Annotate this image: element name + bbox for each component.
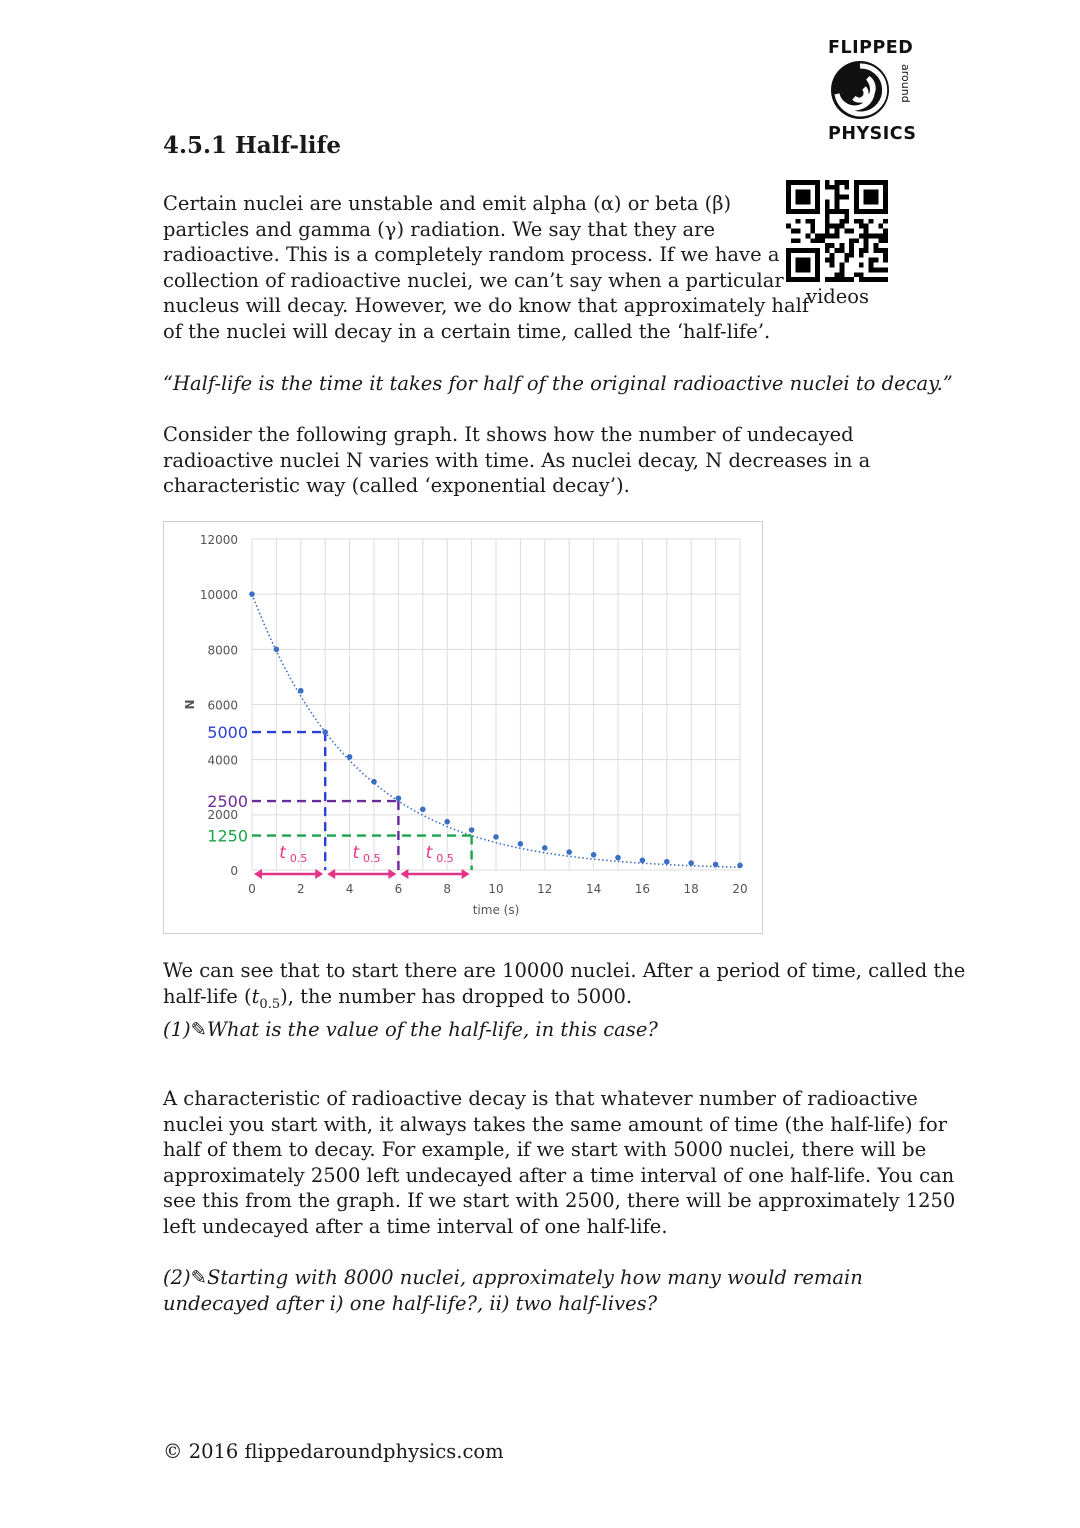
data-point — [420, 807, 426, 813]
half-life-label-subscript: 0.5 — [289, 852, 308, 865]
x-tick-label: 0 — [248, 882, 256, 896]
data-point — [615, 855, 621, 861]
y-tick-label: 10000 — [199, 588, 238, 603]
y-axis-label: N — [183, 699, 197, 710]
x-tick-label: 4 — [345, 882, 354, 896]
after-graph-line: We can see that to start there are 10000 nuclei. After a period of time, called the — [163, 959, 966, 982]
data-point — [542, 845, 548, 851]
question-2 — [163, 1265, 863, 1316]
data-point — [664, 859, 670, 865]
intro-line: nucleus will decay. However, we do know that approximately half — [163, 294, 810, 318]
logo-around-text: around — [899, 64, 912, 103]
question-2-line: undecayed after i) one half-life?, ii) two half-lives? — [163, 1291, 658, 1315]
half-life-definition: “Half-life is the time it takes for half of the original radioactive nuclei to decay.” — [163, 372, 953, 395]
x-tick-label: 10 — [488, 882, 504, 896]
half-life-sentence-end: ), the number has dropped to 5000. — [280, 984, 633, 1008]
x-tick-label: 16 — [634, 882, 651, 896]
question-2-number: (2) — [163, 1266, 191, 1289]
data-point — [469, 827, 475, 833]
x-tick-label: 18 — [683, 882, 699, 896]
characteristic-line: approximately 2500 left undecayed after a time interval of one half-life. You can — [163, 1163, 955, 1187]
intro-paragraph — [163, 191, 809, 345]
question-2-text: Starting with 8000 nuclei, approximately how many would remain — [206, 1266, 863, 1289]
intro-line: of the nuclei will decay in a certain time, called the ‘half-life’. — [163, 319, 771, 343]
data-point — [274, 647, 280, 653]
x-tick-label: 2 — [296, 882, 305, 896]
y-tick-label: 6000 — [207, 698, 238, 713]
half-life-label: t — [352, 843, 360, 863]
data-point — [640, 858, 646, 864]
x-tick-label: 12 — [537, 882, 553, 896]
half-life-label: t — [425, 843, 433, 863]
data-point — [688, 860, 694, 866]
graph-intro-paragraph — [163, 422, 870, 499]
characteristic-line: nuclei you start with, it always takes the same amount of time (the half-life) for — [163, 1112, 948, 1136]
y-tick-label: 4000 — [207, 753, 238, 768]
logo-physics-text: PHYSICS — [828, 124, 917, 144]
intro-line: particles and gamma (γ) radiation. We say that they are — [163, 217, 716, 241]
data-point — [322, 729, 328, 735]
data-point — [371, 779, 377, 785]
graph-intro-line: Consider the following graph. It shows how the number of undecayed — [163, 423, 854, 446]
x-tick-label: 14 — [585, 882, 602, 896]
half-life-label: t — [279, 843, 286, 863]
y-tick-label: 0 — [230, 864, 238, 878]
data-point — [347, 754, 353, 760]
level-label: 1250 — [207, 826, 248, 846]
intro-line: radioactive. This is a completely random process. If we have a — [163, 243, 780, 267]
after-graph-paragraph — [163, 958, 965, 1043]
pencil-icon: ✎ — [190, 1018, 207, 1042]
question-2-line — [163, 1265, 863, 1291]
x-axis-label: time (s) — [472, 903, 520, 917]
data-point — [566, 849, 572, 855]
graph-intro-line: characteristic way (called ‘exponential decay’). — [163, 474, 630, 498]
characteristic-line: A characteristic of radioactive decay is that whatever number of radioactive — [163, 1087, 918, 1110]
y-tick-label: 2000 — [207, 807, 238, 822]
decay-chart — [163, 521, 763, 934]
data-point — [713, 862, 719, 868]
characteristic-paragraph — [163, 1086, 955, 1240]
half-life-sentence — [163, 984, 965, 1017]
data-point — [591, 852, 597, 858]
decay-chart-svg — [164, 522, 762, 933]
half-life-sentence-start: half-life ( — [163, 984, 252, 1008]
half-life-label-subscript: 0.5 — [436, 852, 454, 865]
data-point — [493, 834, 499, 840]
y-tick-label: 8000 — [207, 643, 238, 658]
characteristic-line: left undecayed after a time interval of one half-life. — [163, 1214, 668, 1238]
t-symbol: t — [251, 984, 260, 1008]
pencil-icon: ✎ — [190, 1266, 207, 1289]
level-label: 5000 — [207, 723, 248, 743]
x-tick-label: 20 — [732, 882, 748, 896]
intro-line: collection of radioactive nuclei, we can’t say when a particular — [163, 268, 784, 292]
x-tick-label: 6 — [394, 882, 403, 896]
question-1-number: (1) — [163, 1018, 191, 1042]
data-point — [298, 688, 304, 694]
t-subscript: 0.5 — [259, 996, 281, 1012]
graph-intro-line: radioactive nuclei N varies with time. As nuclei decay, N decreases in a — [163, 448, 871, 472]
data-point — [518, 841, 524, 847]
level-label: 2500 — [207, 792, 248, 812]
page-title: 4.5.1 Half-life — [163, 132, 342, 159]
spiral-logo-icon — [828, 58, 892, 122]
characteristic-line: half of them to decay. For example, if we start with 5000 nuclei, there will be — [163, 1138, 927, 1162]
intro-line: Certain nuclei are unstable and emit alpha (α) or beta (β) — [163, 192, 732, 215]
logo-flipped-text: FLIPPED — [828, 38, 914, 58]
data-point — [396, 795, 402, 801]
footer-copyright: © 2016 flippedaroundphysics.com — [163, 1440, 504, 1463]
data-point — [737, 863, 743, 869]
question-1-text: What is the value of the half-life, in this case? — [206, 1018, 658, 1042]
x-tick-label: 8 — [443, 882, 452, 896]
half-life-label-subscript: 0.5 — [363, 852, 381, 865]
characteristic-line: see this from the graph. If we start with 2500, there will be approximately 1250 — [163, 1189, 956, 1213]
data-point — [249, 591, 255, 597]
question-1 — [163, 1017, 965, 1043]
y-tick-label: 12000 — [199, 533, 238, 547]
data-point — [444, 819, 450, 825]
qr-caption: videos — [806, 285, 870, 308]
